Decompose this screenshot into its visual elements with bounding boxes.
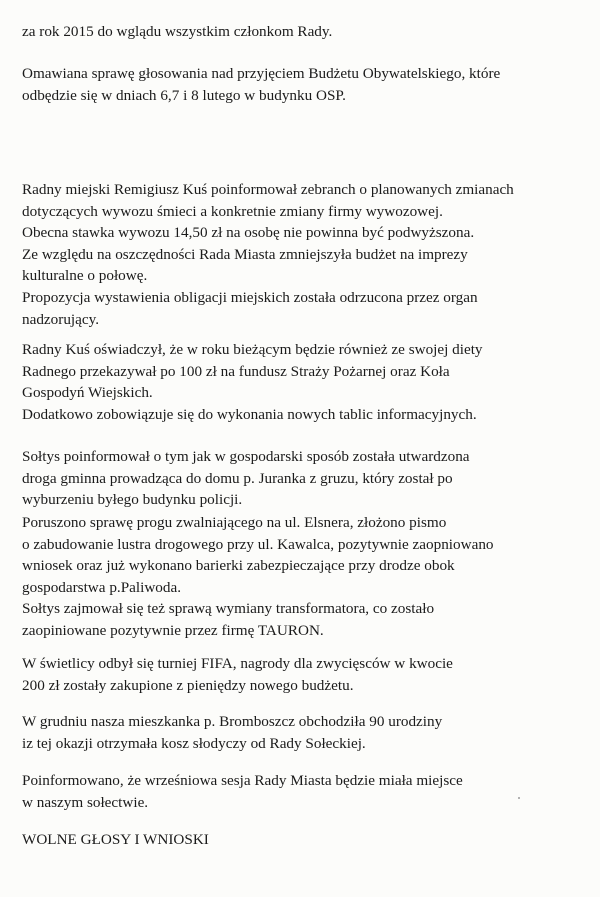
text-line: odbędzie się w dniach 6,7 i 8 lutego w budynku OSP. [22,86,346,104]
paragraph-road-repair [22,446,592,511]
text-line: Radny miejski Remigiusz Kuś poinformował zebranch o planowanych zmianach [22,181,514,198]
text-line: iz tej okazji otrzymała kosz słodyczy od Rady Sołeckiej. [22,734,366,752]
paragraph-birthday [22,711,592,754]
text-line: Sołtys zajmował się też sprawą wymiany transformatora, co zostało [22,600,435,618]
text-line: za rok 2015 do wglądu wszystkim członkom Rady. [22,23,333,40]
scan-speck [518,797,520,799]
text-line: w naszym sołectwie. [22,793,149,811]
text-line: Poruszono sprawę progu zwalniającego na ul. Elsnera, złożono pismo [22,514,447,531]
text-line: Obecna stawka wywozu 14,50 zł na osobę nie powinna być podwyższona. [22,224,475,242]
text-line: W grudniu nasza mieszkanka p. Bromboszcz obchodziła 90 urodziny [22,713,443,730]
text-line: o zabudowanie lustra drogowego przy ul. Kawalca, pozytywnie zaopniowano [22,535,494,553]
text-line: wniosek oraz już wykonano barierki zabezpieczające przy drodze obok [22,557,455,575]
paragraph-budget-access [22,21,592,43]
text-line: Dodatkowo zobowiązuje się do wykonania nowych tablic informacyjnych. [22,405,477,423]
text-line: Propozycja wystawienia obligacji miejskich została odrzucona przez organ [22,288,478,306]
text-line: wyburzeniu byłego budynku policji. [22,491,243,509]
paragraph-council-session [22,770,592,813]
paragraph-fifa-tournament [22,653,592,696]
paragraph-speed-bump [22,512,592,642]
paragraph-citizen-budget-vote [22,63,592,106]
paragraph-waste-collection [22,179,592,330]
text-line: gospodarstwa p.Paliwoda. [22,578,182,596]
text-line: W świetlicy odbył się turniej FIFA, nagrody dla zwycięsców w kwocie [22,655,453,672]
text-line: Omawiana sprawę głosowania nad przyjęciem Budżetu Obywatelskiego, które [22,65,501,82]
text-line: WOLNE GŁOSY I WNIOSKI [22,831,209,848]
text-line: nadzorujący. [22,310,100,328]
section-heading-free-motions [22,829,592,851]
text-line: Poinformowano, że wrześniowa sesja Rady Miasta będzie miała miejsce [22,772,463,789]
text-line: Gospodyń Wiejskich. [22,384,153,402]
paragraph-councillor-diet [22,339,592,425]
text-line: Ze względu na oszczędności Rada Miasta zmniejszyła budżet na imprezy [22,245,468,263]
text-line: Radnego przekazywał po 100 zł na fundusz Straży Pożarnej oraz Koła [22,362,450,380]
text-line: dotyczących wywozu śmieci a konkretnie zmiany firmy wywozowej. [22,202,443,220]
text-line: droga gminna prowadząca do domu p. Juranka z gruzu, który został po [22,469,453,487]
text-line: Sołtys poinformował o tym jak w gospodarski sposób została utwardzona [22,448,470,465]
text-line: zaopiniowane pozytywnie przez firmę TAURON. [22,621,324,639]
text-line: 200 zł zostały zakupione z pieniędzy nowego budżetu. [22,676,354,694]
text-line: kulturalne o połowę. [22,267,148,285]
text-line: Radny Kuś oświadczył, że w roku bieżącym będzie również ze swojej diety [22,341,483,358]
